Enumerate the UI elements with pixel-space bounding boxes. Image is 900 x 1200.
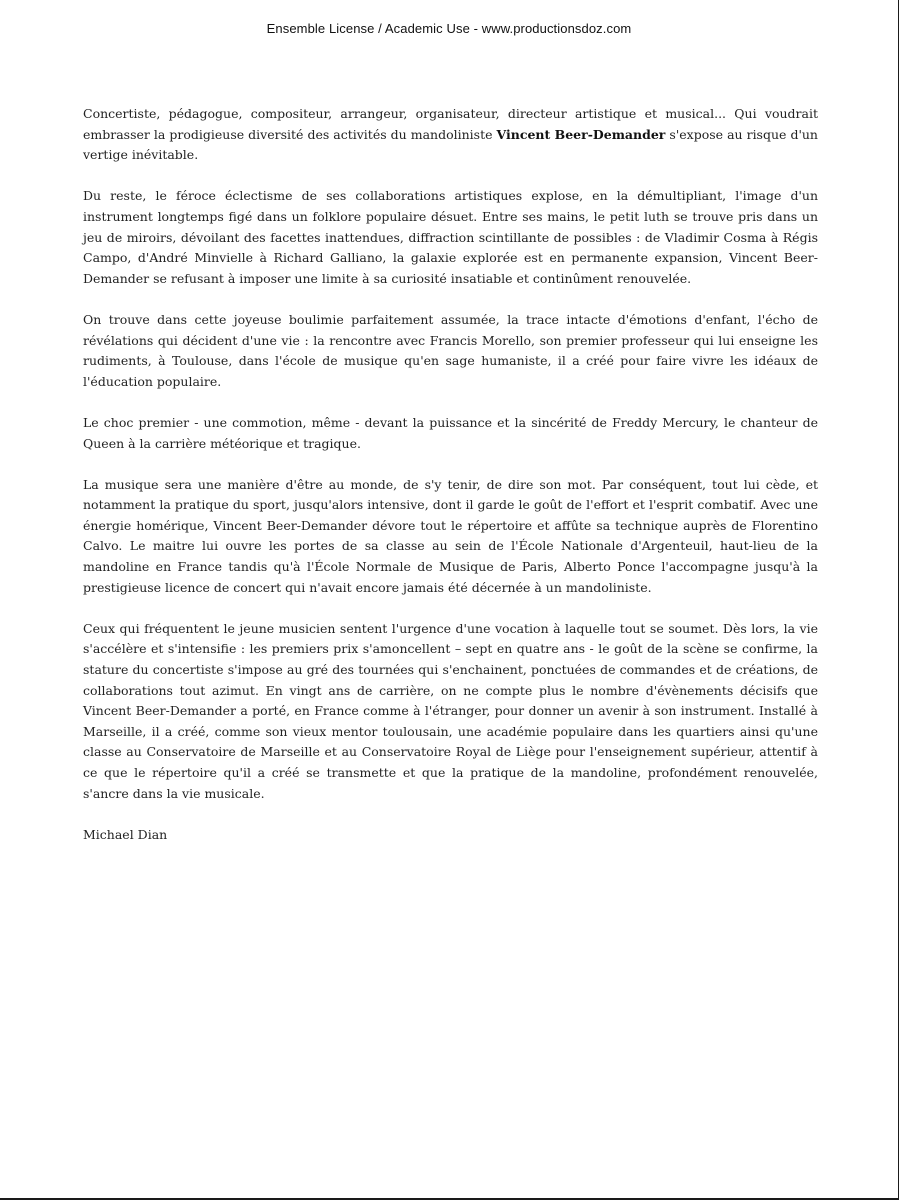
article-body (83, 104, 818, 866)
author-signature: Michael Dian (83, 826, 168, 842)
paragraph-1-before: Concertiste, pédagogue, compositeur, arrangeur, organisateur, directeur artistique et musical... Qui voudrait embrasser la prodigieuse diversité des activités du mandoliniste (83, 106, 818, 142)
paragraph-1-after: s'expose au risque d'un vertige inévitable. (83, 126, 818, 163)
license-header: Ensemble License / Academic Use - www.productionsdoz.com (266, 21, 632, 36)
paragraph-2: Du reste, le féroce éclectisme de ses collaborations artistiques explose, en la démultipliant, l'image d'un instrument longtemps figé dans un folklore populaire désuet. Entre ses mains, le petit luth se trouve pris dans un jeu de miroirs, dévoilant des facettes inattendues, diffraction scintillante de possibles : de Vladimir Cosma à Régis Campo, d'André Minvielle à Richard Galliano, la galaxie explorée est en permanente expansion, Vincent Beer-Demander se refusant à imposer une limite à sa curiosité insatiable et continûment renouvelée. (83, 188, 818, 286)
paragraph-1 (83, 104, 818, 166)
paragraph-4: Le choc premier - une commotion, même - devant la puissance et la sincérité de Freddy Mercury, le chanteur de Queen à la carrière météorique et tragique. (83, 414, 818, 451)
paragraph-3: On trouve dans cette joyeuse boulimie parfaitement assumée, la trace intacte d'émotions d'enfant, l'écho de révélations qui décident d'une vie : la rencontre avec Francis Morello, son premier professeur qui lui enseigne les rudiments, à Toulouse, dans l'école de musique qu'en sage humaniste, il a créé pour faire vivre les idéaux de l'éducation populaire. (83, 311, 818, 389)
artist-name: Vincent Beer-Demander (496, 126, 666, 142)
paragraph-6: Ceux qui fréquentent le jeune musicien sentent l'urgence d'une vocation à laquelle tout se soumet. Dès lors, la vie s'accélère et s'intensifie : les premiers prix s'amoncellent – sept en quatre ans - le goût de la scène se confirme, la stature du concertiste s'impose au gré des tournées qui s'enchainent, ponctuées de commandes et de créations, de collaborations tout azimut. En vingt ans de carrière, on ne compte plus le nombre d'évènements décisifs que Vincent Beer-Demander a porté, en France comme à l'étranger, pour donner un avenir à son instrument. Installé à Marseille, il a créé, comme son vieux mentor toulousain, une académie populaire dans les quartiers ainsi qu'une classe au Conservatoire de Marseille et au Conservatoire Royal de Liège pour l'enseignement supérieur, attentif à ce que le répertoire qu'il a créé se transmette et que la pratique de la mandoline, profondément renouvelée, s'ancre dans la vie musicale. (83, 620, 818, 801)
paragraph-5: La musique sera une manière d'être au monde, de s'y tenir, de dire son mot. Par conséquent, tout lui cède, et notamment la pratique du sport, jusqu'alors intensive, dont il garde le goût de l'effort et l'esprit combatif. Avec une énergie homérique, Vincent Beer-Demander dévore tout le répertoire et affûte sa technique auprès de Florentino Calvo. Le maitre lui ouvre les portes de sa classe au sein de l'École Nationale d'Argenteuil, haut-lieu de la mandoline en France tandis qu'à l'École Normale de Musique de Paris, Alberto Ponce l'accompagne jusqu'à la prestigieuse licence de concert qui n'avait encore jamais été décernée à un mandoliniste. (83, 476, 818, 595)
